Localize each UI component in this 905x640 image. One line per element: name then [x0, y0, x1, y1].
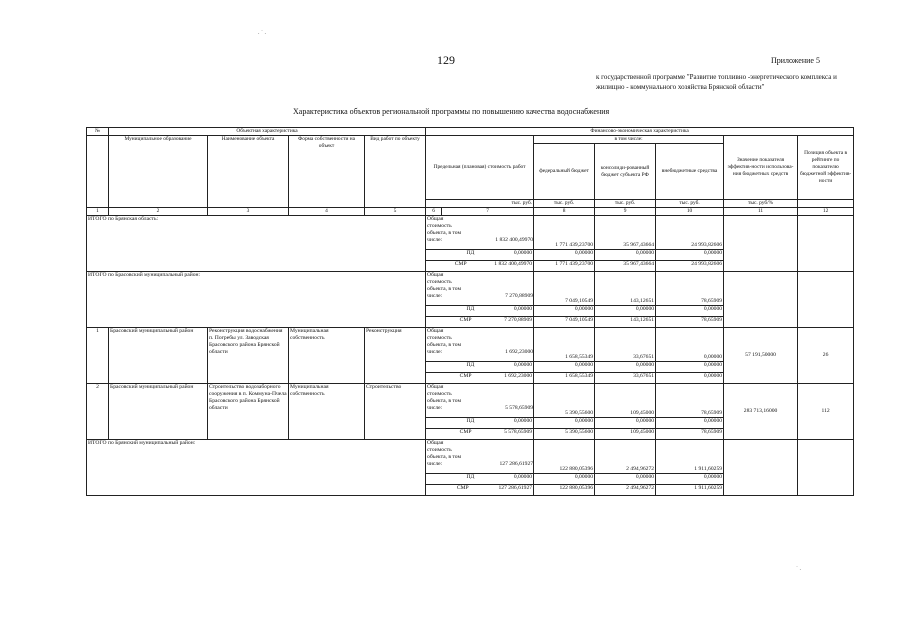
cost-label-pd: ПД [466, 418, 475, 424]
extra-value: 0,00000 [656, 328, 724, 362]
column-number: 8 [534, 208, 595, 216]
extra-value: 1 911,60259 [656, 485, 724, 496]
planned-cost-value: 0,00000 [513, 474, 533, 480]
extra-value: 0,00000 [656, 250, 724, 261]
ownership-header: Форма собственности на объект [289, 136, 365, 208]
planned-cost-value: 0,00000 [513, 362, 533, 368]
federal-value: 0,00000 [534, 250, 595, 261]
consolidated-value: 143,12651 [595, 317, 656, 328]
cost-label-total: Общая стоимость объекта, в том числе: [427, 272, 462, 299]
cost-label-total: Общая стоимость объекта, в том числе: [427, 440, 462, 467]
planned-cost-value: 7 270,88909 [505, 293, 534, 299]
document-title: Характеристика объектов региональной программы по повышению качества водоснабжения [293, 107, 610, 116]
federal-value: 122 880,05396 [534, 485, 595, 496]
extra-value: 1 911,60259 [656, 440, 724, 474]
objects-table [86, 127, 854, 496]
object-name: Строительство водозаборного сооружения в п. Коммуна-Пчела Брасовского района Брянской области [208, 384, 289, 440]
indicator-value: 283 713,16000 [724, 384, 798, 440]
planned-cost-header: Предельная (плановая) стоимость работ [426, 136, 534, 200]
federal-value: 0,00000 [534, 362, 595, 373]
federal-value: 7 049,10549 [534, 317, 595, 328]
section-total-label: ИТОГО по Брасовский муниципальный район: [87, 272, 426, 328]
object-char-header: Объектная характеристика [109, 128, 426, 136]
object-ownership: Муниципальная собственность [289, 384, 365, 440]
federal-value: 1 771 439,23700 [534, 216, 595, 250]
unit-label: тыс. руб. [656, 200, 724, 208]
federal-value: 1 771 439,23700 [534, 261, 595, 272]
extra-value: 24 993,82606 [656, 216, 724, 250]
col-num-header: № [87, 128, 109, 136]
cost-label-pd: ПД [466, 250, 475, 256]
section-total-label: ИТОГО по Брянский муниципальный район: [87, 440, 426, 496]
federal-value: 0,00000 [534, 306, 595, 317]
extra-header: внебюджетные средства [656, 144, 724, 200]
extra-value: 0,00000 [656, 373, 724, 384]
total-row [87, 440, 854, 474]
extra-value: 0,00000 [656, 418, 724, 429]
position-value: 112 [798, 384, 854, 440]
cost-label-pd: ПД [466, 362, 475, 368]
object-municipality: Брасовский муниципальный район [109, 384, 208, 440]
cost-label-smr: СМР [454, 261, 467, 267]
consolidated-value: 0,00000 [595, 418, 656, 429]
consolidated-value: 0,00000 [595, 474, 656, 485]
scan-specks-right: ˙ . [796, 566, 801, 572]
consolidated-value: 33,67651 [595, 328, 656, 362]
work-type-header: Вид работ по объекту [365, 136, 426, 208]
consolidated-value: 0,00000 [595, 250, 656, 261]
column-number: 7 [442, 208, 534, 216]
consolidated-value: 35 967,43664 [595, 216, 656, 250]
consolidated-value: 109,45000 [595, 429, 656, 440]
extra-value: 0,00000 [656, 306, 724, 317]
federal-value: 0,00000 [534, 418, 595, 429]
planned-cost-value: 1 692,23000 [504, 373, 533, 379]
unit-label: тыс. руб. [534, 200, 595, 208]
extra-value: 78,65909 [656, 272, 724, 306]
indicator-header: Значение показателя эффектив-ности использова-ния бюджетных средств [724, 136, 798, 200]
extra-value: 24 993,82606 [656, 261, 724, 272]
object-number: 2 [87, 384, 109, 440]
consolidated-header: консолиди-рованный бюджет субъекта РФ [595, 144, 656, 200]
column-number: 11 [724, 208, 798, 216]
extra-value: 78,65909 [656, 384, 724, 418]
column-number: 3 [208, 208, 289, 216]
cost-label-pd: ПД [466, 474, 475, 480]
page-number: 129 [437, 53, 455, 67]
table-body [87, 128, 854, 496]
including-header: в том числе: [534, 136, 724, 144]
consolidated-value: 35 967,43664 [595, 261, 656, 272]
extra-value: 78,65909 [656, 429, 724, 440]
column-number: 1 [87, 208, 109, 216]
extra-value: 78,65909 [656, 317, 724, 328]
object-row [87, 328, 854, 362]
federal-value: 7 049,10549 [534, 272, 595, 306]
consolidated-value: 2 494,96272 [595, 440, 656, 474]
extra-value: 0,00000 [656, 474, 724, 485]
consolidated-value: 143,12651 [595, 272, 656, 306]
planned-cost-value: 7 270,88909 [504, 317, 533, 323]
consolidated-value: 2 494,96272 [595, 485, 656, 496]
column-number: 10 [656, 208, 724, 216]
planned-cost-value: 5 578,65909 [504, 429, 533, 435]
object-municipality: Брасовский муниципальный район [109, 328, 208, 384]
cost-label-smr: СМР [459, 429, 472, 435]
cost-label-smr: СМР [456, 485, 469, 491]
consolidated-value: 33,67651 [595, 373, 656, 384]
consolidated-value: 0,00000 [595, 306, 656, 317]
planned-cost-value: 1 832 400,49970 [494, 261, 533, 267]
indicator-value: 57 191,50000 [724, 328, 798, 384]
column-number: 6 [426, 208, 442, 216]
column-number: 12 [798, 208, 854, 216]
cost-label-total: Общая стоимость объекта, в том числе: [427, 216, 462, 243]
cost-label-smr: СМР [459, 373, 472, 379]
scan-specks-top: . ˙ . [258, 30, 266, 36]
object-name-header: Наименование объекта [208, 136, 289, 208]
planned-cost-value: 0,00000 [513, 306, 533, 312]
cost-label-pd: ПД [466, 306, 475, 312]
planned-cost-value: 5 578,65909 [505, 405, 534, 411]
finance-char-header: Финансово-экономическая характеристика [426, 128, 854, 136]
planned-cost-value: 0,00000 [513, 418, 533, 424]
planned-cost-value: 0,00000 [513, 250, 533, 256]
federal-value: 1 658,55349 [534, 328, 595, 362]
federal-value: 0,00000 [534, 474, 595, 485]
federal-value: 1 658,55349 [534, 373, 595, 384]
cost-label-total: Общая стоимость объекта, в том числе: [427, 384, 462, 411]
extra-value: 0,00000 [656, 362, 724, 373]
cost-label-smr: СМР [459, 317, 472, 323]
federal-header: федеральный бюджет [534, 144, 595, 200]
object-name: Реконструкция водоснабжения п. Погребы ул. Заводская Брасовского района Брянской области [208, 328, 289, 384]
column-number: 5 [365, 208, 426, 216]
position-value: 26 [798, 328, 854, 384]
planned-cost-value: 127 286,61927 [498, 485, 533, 491]
column-number: 2 [109, 208, 208, 216]
federal-value: 5 390,55600 [534, 429, 595, 440]
planned-cost-value: 1 832 400,49970 [495, 237, 534, 243]
federal-value: 5 390,55600 [534, 384, 595, 418]
unit-label: тыс. руб. [426, 200, 534, 208]
column-number: 9 [595, 208, 656, 216]
object-ownership: Муниципальная собственность [289, 328, 365, 384]
consolidated-value: 0,00000 [595, 362, 656, 373]
object-number: 1 [87, 328, 109, 384]
consolidated-value: 109,45000 [595, 384, 656, 418]
federal-value: 122 880,05396 [534, 440, 595, 474]
section-total-label: ИТОГО по Брянская область: [87, 216, 426, 272]
object-row [87, 384, 854, 418]
object-work-type: Строительство [365, 384, 426, 440]
column-number: 4 [289, 208, 365, 216]
appendix-label: Приложение 5 [771, 56, 820, 65]
planned-cost-value: 127 286,61927 [499, 461, 534, 467]
unit-label: тыс. руб. [595, 200, 656, 208]
total-row [87, 216, 854, 250]
position-header: Позиция объекта в рейтинге по показателю бюджетной эффектив-ности [798, 136, 854, 200]
cost-label-total: Общая стоимость объекта, в том числе: [427, 328, 462, 355]
unit-label: тыс. руб/% [724, 200, 798, 208]
total-row [87, 272, 854, 306]
planned-cost-value: 1 692,23000 [505, 349, 534, 355]
program-subtitle: к государственной программе "Развитие топливно -энергетического комплекса и жилищно - коммунального хозяйства Брянской области" [596, 73, 837, 91]
object-work-type: Реконструкция [365, 328, 426, 384]
municipality-header: Муниципальное образование [109, 136, 208, 208]
